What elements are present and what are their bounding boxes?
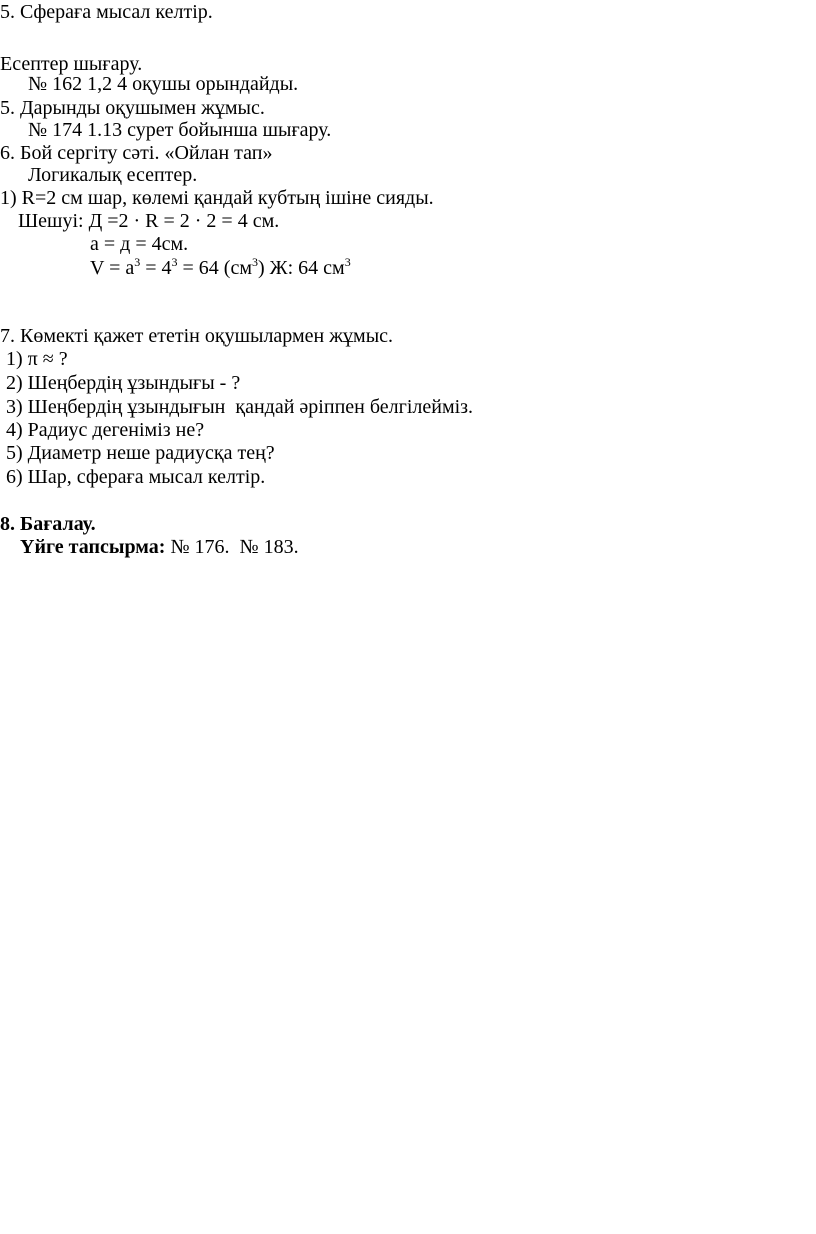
exponent-3: 3 — [171, 255, 178, 269]
section-8-heading: 8. Бағалау. — [0, 513, 96, 535]
question-3: 3) Шеңбердің ұзындығын қандай әріппен белгілейміз. — [6, 396, 474, 418]
section-7-heading: 7. Көмекті қажет ететін оқушылармен жұмыс. — [0, 325, 394, 347]
problem-1-line: 1) R=2 см шар, көлемі қандай кубтың ішіне сияды. — [0, 187, 434, 209]
volume-line — [90, 256, 351, 280]
question-2: 2) Шеңбердің ұзындығы - ? — [6, 372, 241, 394]
exponent-3: 3 — [344, 255, 351, 269]
question-1: 1) π ≈ ? — [6, 348, 68, 370]
logic-tasks-line: Логикалық есептер. — [28, 164, 198, 186]
homework-label: Үйге тапсырма: — [20, 536, 166, 558]
volume-equals: = 4 — [140, 257, 172, 279]
section-6-break-line: 6. Бой сергіту сәті. «Ойлан тап» — [0, 142, 273, 164]
question-4: 4) Радиус дегеніміз не? — [6, 419, 205, 441]
question-5: 5) Диаметр неше радиусқа тең? — [6, 442, 275, 464]
homework-line — [20, 535, 299, 559]
tasks-heading: Есептер шығару. — [0, 53, 143, 75]
solution-line: Шешуі: Д =2 · R = 2 · 2 = 4 см. — [18, 210, 280, 232]
exponent-3: 3 — [134, 255, 141, 269]
question-6: 6) Шар, сфераға мысал келтір. — [6, 466, 266, 488]
homework-value: № 176. № 183. — [165, 536, 299, 558]
edge-line: а = д = 4см. — [90, 233, 189, 255]
section-5-gifted-line: 5. Дарынды оқушымен жұмыс. — [0, 97, 265, 119]
task-162-line: № 162 1,2 4 оқушы орындайды. — [28, 73, 299, 95]
section-5-sphere-line: 5. Сфераға мысал келтір. — [0, 1, 213, 23]
task-174-line: № 174 1.13 сурет бойынша шығару. — [28, 119, 332, 141]
exponent-3: 3 — [252, 255, 259, 269]
volume-result: = 64 (см — [177, 257, 253, 279]
volume-prefix: V = а — [90, 257, 135, 279]
volume-answer: ) Ж: 64 см — [258, 257, 345, 279]
